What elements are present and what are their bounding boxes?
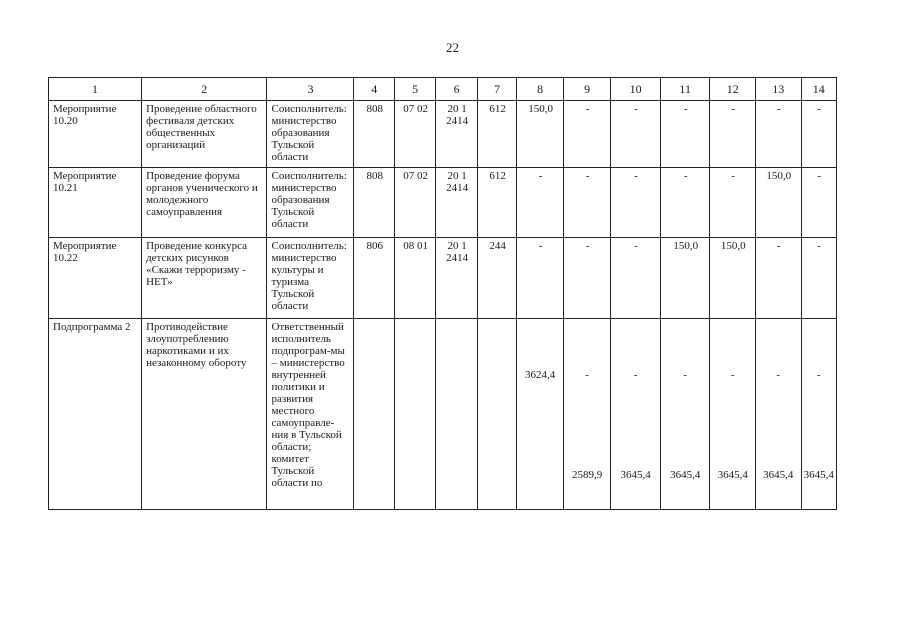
code-cell: 20 1 2414 — [436, 101, 477, 168]
code-cell: 244 — [477, 238, 516, 319]
executor-cell: Соисполнитель: министерство культуры и туризма Тульской области — [267, 238, 354, 319]
value-cell: - — [801, 168, 836, 238]
code-cell: 20 1 2414 — [436, 238, 477, 319]
value-cell: - — [563, 238, 611, 319]
value-cell: 150,0 — [660, 238, 710, 319]
value-bottom: 3645,4 — [763, 469, 794, 481]
value-total: 3624,4 — [524, 369, 556, 381]
value-cell: - — [611, 238, 661, 319]
column-header: 3 — [267, 78, 354, 101]
column-header: 8 — [517, 78, 564, 101]
column-header: 4 — [354, 78, 394, 101]
column-header: 1 — [49, 78, 142, 101]
table-row — [49, 238, 837, 319]
activity-title: Проведение конкурса детских рисунков «Скажи терроризму - НЕТ» — [142, 238, 267, 319]
activity-title: Проведение форума органов ученического и молодежного самоуправления — [142, 168, 267, 238]
code-cell — [477, 319, 516, 510]
value-cell: - — [801, 238, 836, 319]
column-header: 12 — [710, 78, 756, 101]
value-cell: 150,0 — [710, 238, 756, 319]
value-cell: 150,0 — [756, 168, 802, 238]
value-cell: - — [517, 238, 564, 319]
column-header: 13 — [756, 78, 802, 101]
value-bottom: 3645,4 — [717, 469, 748, 481]
value-cell: - — [660, 101, 710, 168]
subprogram-title: Противодействие злоупотреблению наркотиками и их незаконному обороту — [142, 319, 267, 510]
budget-table — [48, 77, 837, 510]
value-cell: - — [611, 101, 661, 168]
table-row — [49, 168, 837, 238]
executor-cell: Соисполнитель: министерство образования Тульской области — [267, 168, 354, 238]
column-header: 10 — [611, 78, 661, 101]
value-cell — [660, 319, 710, 510]
code-cell — [436, 319, 477, 510]
table-row — [49, 101, 837, 168]
column-header: 7 — [477, 78, 516, 101]
value-bottom: 3645,4 — [803, 469, 834, 481]
code-cell: 808 — [354, 168, 394, 238]
page-number: 22 — [446, 40, 459, 55]
value-cell: - — [517, 168, 564, 238]
code-cell: 808 — [354, 101, 394, 168]
column-header: 5 — [394, 78, 435, 101]
code-cell: 612 — [477, 101, 516, 168]
value-cell: - — [801, 101, 836, 168]
value-top: - — [730, 369, 735, 381]
code-cell: 20 1 2414 — [436, 168, 477, 238]
column-header: 6 — [436, 78, 477, 101]
value-top: - — [585, 369, 589, 381]
code-cell: 612 — [477, 168, 516, 238]
value-cell — [710, 319, 756, 510]
activity-title: Проведение областного фестиваля детских общественных организаций — [142, 101, 267, 168]
column-header: 2 — [142, 78, 267, 101]
value-cell: - — [660, 168, 710, 238]
value-cell — [517, 319, 564, 510]
value-top: - — [633, 369, 638, 381]
table-header-row — [49, 78, 837, 101]
code-cell: 07 02 — [394, 168, 435, 238]
value-top: - — [816, 369, 821, 381]
subprogram-name: Подпрограмма 2 — [49, 319, 142, 510]
column-header: 14 — [801, 78, 836, 101]
value-cell — [756, 319, 802, 510]
value-cell — [563, 319, 611, 510]
value-cell — [801, 319, 836, 510]
value-bottom: 3645,4 — [620, 469, 651, 481]
activity-name: Мероприятие 10.21 — [49, 168, 142, 238]
code-cell — [354, 319, 394, 510]
value-cell — [611, 319, 661, 510]
value-cell: - — [710, 168, 756, 238]
executor-cell: Соисполнитель: министерство образования Тульской области — [267, 101, 354, 168]
activity-name: Мероприятие 10.20 — [49, 101, 142, 168]
value-cell: - — [710, 101, 756, 168]
executor-cell: Ответственный исполнитель подпрограм-мы – министерство внутренней политики и развития местного самоуправле-ния в Тульской области; комитет Тульской области по — [267, 319, 354, 510]
activity-name: Мероприятие 10.22 — [49, 238, 142, 319]
code-cell — [394, 319, 435, 510]
value-top: - — [683, 369, 688, 381]
code-cell: 08 01 — [394, 238, 435, 319]
value-cell: - — [756, 238, 802, 319]
value-cell: - — [563, 101, 611, 168]
value-cell: - — [563, 168, 611, 238]
code-cell: 806 — [354, 238, 394, 319]
subprogram-row — [49, 319, 837, 510]
value-bottom: 2589,9 — [571, 469, 603, 481]
column-header: 9 — [563, 78, 611, 101]
value-cell: 150,0 — [517, 101, 564, 168]
value-top: - — [776, 369, 781, 381]
value-cell: - — [756, 101, 802, 168]
code-cell: 07 02 — [394, 101, 435, 168]
value-cell: - — [611, 168, 661, 238]
column-header: 11 — [660, 78, 710, 101]
value-bottom: 3645,4 — [670, 469, 701, 481]
